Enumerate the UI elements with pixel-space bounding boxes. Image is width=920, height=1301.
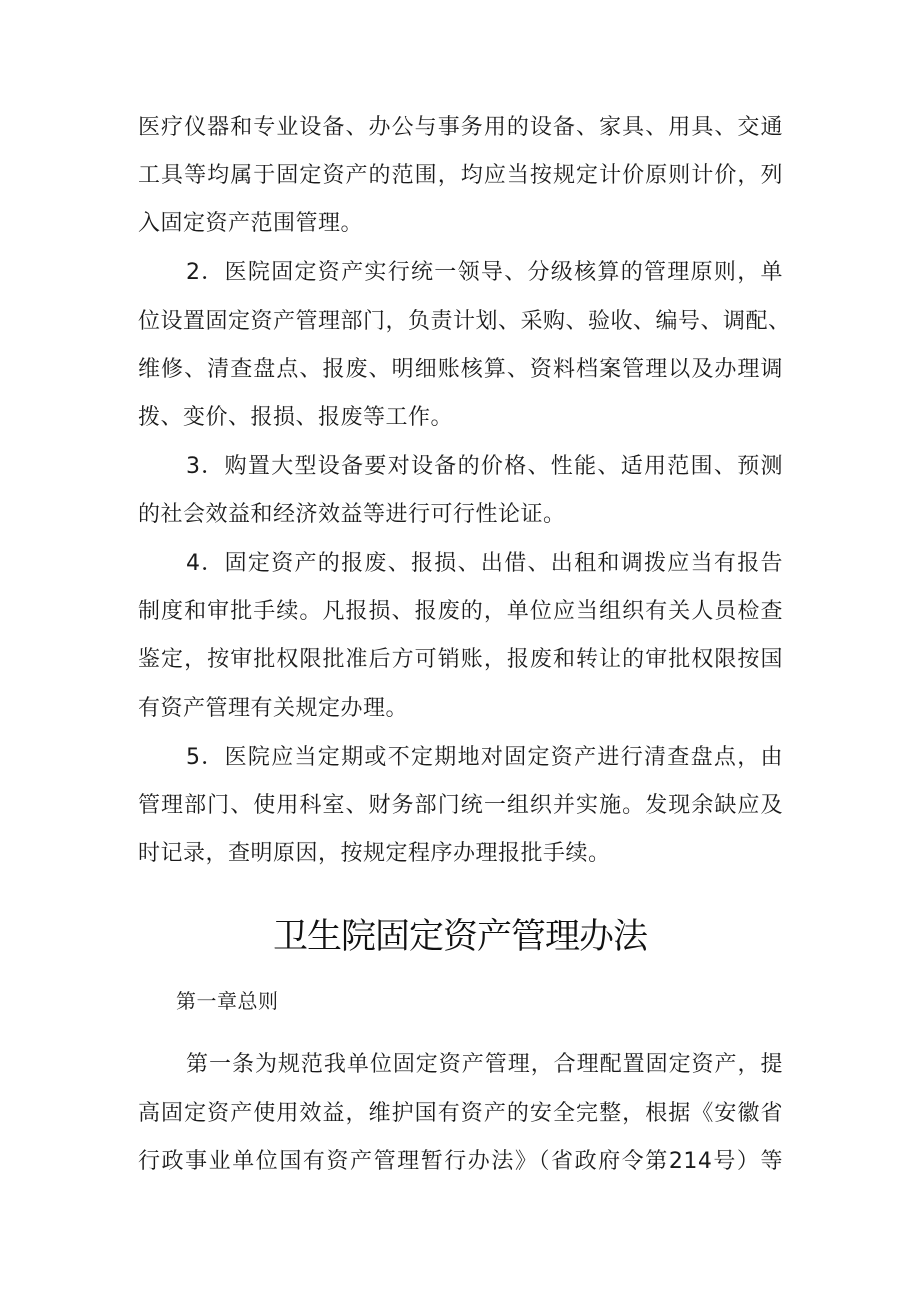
paragraph-line: 有资产管理有关规定办理。 <box>138 696 409 721</box>
paragraph-line: 4．固定资产的报废、报损、出借、出租和调拨应当有报告 <box>186 551 783 576</box>
paragraph-line: 的社会效益和经济效益等进行可行性论证。 <box>138 502 566 527</box>
paragraph-line: 5．医院应当定期或不定期地对固定资产进行清查盘点，由 <box>186 745 783 770</box>
paragraph-line: 2．医院固定资产实行统一领导、分级核算的管理原则，单 <box>186 260 783 285</box>
article-line: 高固定资产使用效益，维护国有资产的安全完整，根据《安徽省 <box>138 1101 783 1126</box>
paragraph-line: 维修、清查盘点、报废、明细账核算、资料档案管理以及办理调 <box>138 357 783 382</box>
paragraph-line: 时记录，查明原因，按规定程序办理报批手续。 <box>138 841 611 866</box>
paragraph-line: 工具等均属于固定资产的范围，均应当按规定计价原则计价，列 <box>138 163 783 188</box>
paragraph-line: 医疗仪器和专业设备、办公与事务用的设备、家具、用具、交通 <box>138 115 783 140</box>
chapter-heading: 第一章总则 <box>176 989 279 1013</box>
paragraph-line: 鉴定，按审批权限批准后方可销账，报废和转让的审批权限按国 <box>138 647 783 672</box>
article-line: 行政事业单位国有资产管理暂行办法》（省政府令第214号）等 <box>138 1149 783 1174</box>
paragraph-line: 制度和审批手续。凡报损、报废的，单位应当组织有关人员检查 <box>138 599 783 624</box>
paragraph-line: 管理部门、使用科室、财务部门统一组织并实施。发现余缺应及 <box>138 793 783 818</box>
article-line: 第一条为规范我单位固定资产管理，合理配置固定资产，提 <box>186 1052 783 1077</box>
paragraph-line: 3．购置大型设备要对设备的价格、性能、适用范围、预测 <box>186 454 783 479</box>
paragraph-line: 位设置固定资产管理部门，负责计划、采购、验收、编号、调配、 <box>138 309 791 334</box>
document-title: 卫生院固定资产管理办法 <box>272 917 647 957</box>
paragraph-line: 入固定资产范围管理。 <box>138 211 364 236</box>
paragraph-line: 拨、变价、报损、报废等工作。 <box>138 405 454 430</box>
